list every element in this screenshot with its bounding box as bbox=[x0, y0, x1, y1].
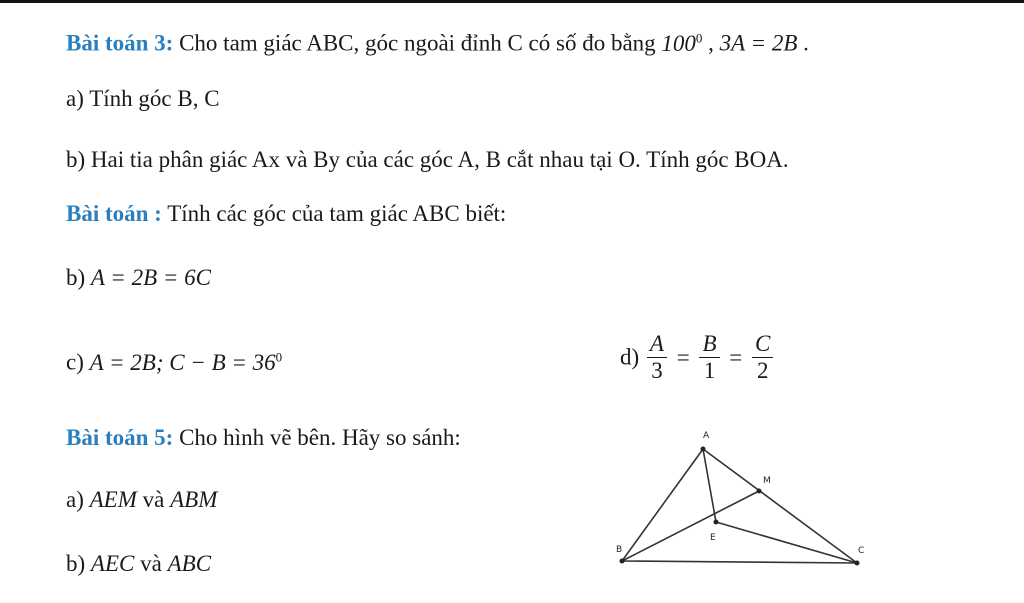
label-b: B bbox=[616, 545, 623, 555]
problem3-end: . bbox=[803, 30, 809, 56]
fraction-b-over-1: $\frac{B}{1}$ bbox=[699, 331, 719, 384]
problem4-d-label: d) bbox=[620, 344, 640, 370]
point-m bbox=[757, 489, 762, 494]
problem4-c-expr: A = 2B; $C - B = 36^0$ bbox=[89, 349, 283, 375]
problem5-b-label: b) bbox=[66, 551, 86, 576]
label-e: E bbox=[710, 533, 716, 543]
segment-ac bbox=[703, 449, 857, 563]
point-c bbox=[855, 561, 860, 566]
point-e bbox=[714, 520, 719, 525]
problem3-sep: , bbox=[708, 30, 714, 56]
label-m: M bbox=[763, 476, 771, 486]
conj: và bbox=[142, 487, 165, 512]
segment-bm bbox=[622, 491, 759, 561]
angle-aem: AEM bbox=[89, 487, 137, 512]
problem4-b-expr: A = 2B = 6C bbox=[90, 265, 211, 290]
problem4-b-label: b) bbox=[66, 265, 86, 290]
point-b bbox=[620, 559, 625, 564]
problem3-angle: $100^0$ bbox=[661, 30, 703, 56]
problem5-a-label: a) bbox=[66, 487, 84, 512]
angle-aec: AEC bbox=[90, 551, 135, 576]
fraction-c-over-2: $\frac{C}{2}$ bbox=[752, 331, 773, 384]
problem5-part-b bbox=[66, 550, 211, 578]
equals-sign: = bbox=[729, 344, 743, 370]
problem3-text: Cho tam giác ABC, góc ngoài đỉnh C có số đo bằng bbox=[179, 30, 656, 56]
segment-bc bbox=[622, 561, 857, 563]
angle-abc: ABC bbox=[167, 551, 212, 576]
point-a bbox=[701, 447, 706, 452]
conj: và bbox=[140, 551, 162, 576]
fraction-a-over-3: $\frac{A}{3}$ bbox=[647, 331, 667, 384]
problem4-c-label: c) bbox=[66, 349, 84, 375]
triangle-figure bbox=[600, 420, 890, 595]
problem4-label: Bài toán : bbox=[66, 201, 162, 226]
segment-ab bbox=[622, 449, 703, 561]
segment-ec bbox=[716, 522, 857, 563]
problem4-part-d bbox=[620, 328, 775, 386]
problem3-part-b: b) Hai tia phân giác Ax và By của các góc A, B cắt nhau tại O. Tính góc BOA. bbox=[66, 147, 789, 172]
segment-ae bbox=[703, 449, 716, 522]
problem5-part-a bbox=[66, 486, 217, 514]
problem3-part-a: a) Tính góc B, C bbox=[66, 86, 220, 111]
problem4-part-c bbox=[66, 343, 282, 377]
problem3-relation: 3A = 2B bbox=[719, 30, 798, 56]
label-a: A bbox=[703, 431, 710, 441]
problem5-label: Bài toán 5: bbox=[66, 425, 174, 450]
label-c: C bbox=[858, 546, 865, 556]
problem5-header bbox=[66, 424, 461, 452]
problem4-header bbox=[66, 200, 506, 228]
equals-sign: = bbox=[676, 344, 690, 370]
top-border bbox=[0, 0, 1024, 3]
problem3-header bbox=[66, 24, 809, 58]
problem4-part-b bbox=[66, 264, 211, 292]
problem4-text: Tính các góc của tam giác ABC biết: bbox=[167, 201, 507, 226]
angle-abm: ABM bbox=[170, 487, 218, 512]
problem3-label: Bài toán 3: bbox=[66, 30, 174, 56]
problem5-text: Cho hình vẽ bên. Hãy so sánh: bbox=[179, 425, 461, 450]
